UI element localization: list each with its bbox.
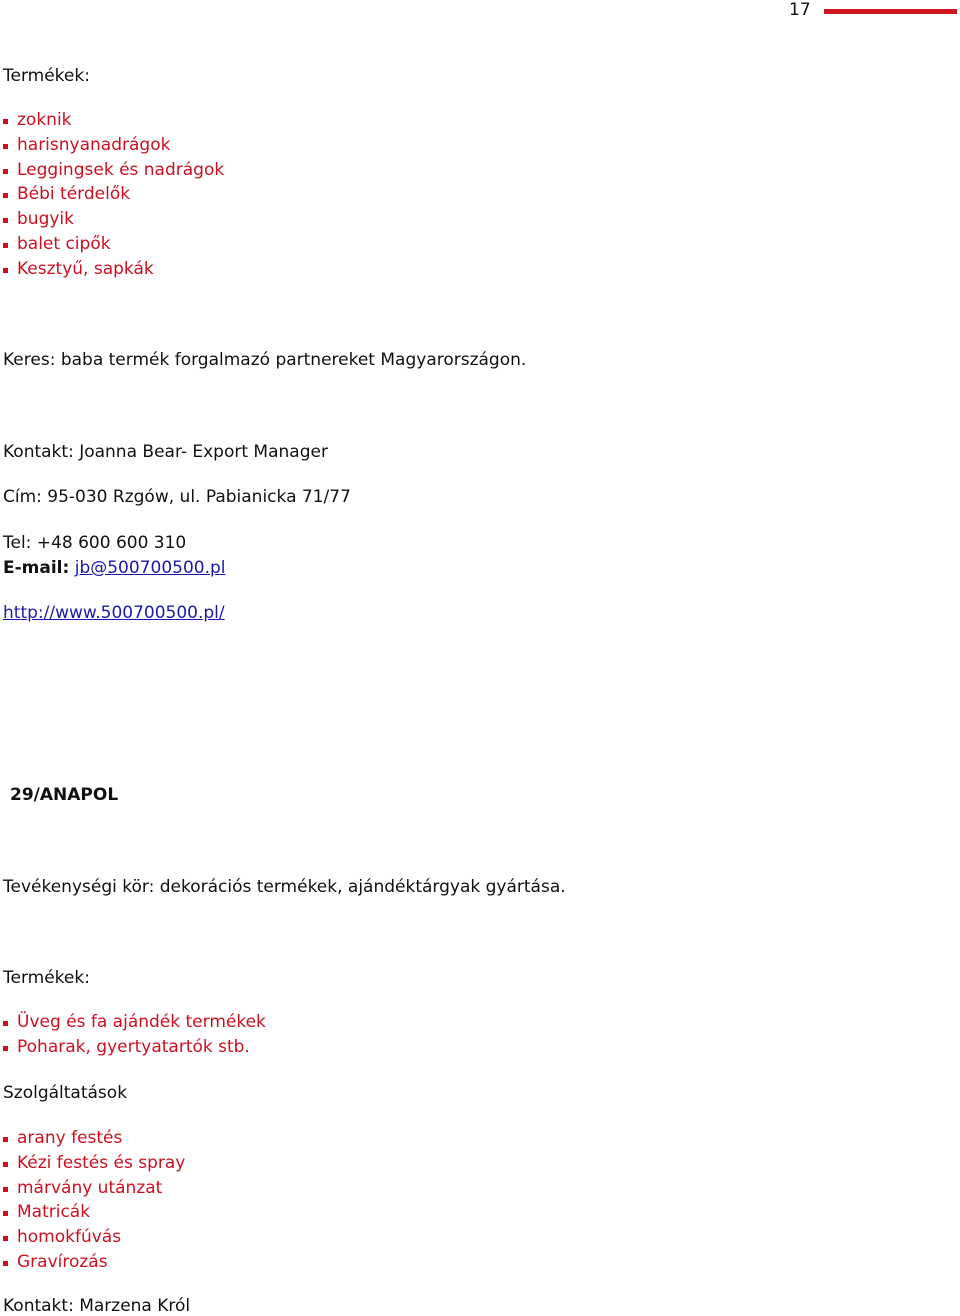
list-item bbox=[3, 1202, 185, 1227]
header-accent-bar bbox=[824, 9, 957, 14]
company-code-heading: 29/ANAPOL bbox=[10, 785, 119, 805]
bullet-icon bbox=[3, 243, 8, 248]
list-item bbox=[3, 1012, 266, 1037]
list-item-text: homokfúvás bbox=[17, 1227, 122, 1248]
bullet-icon bbox=[3, 1261, 8, 1266]
website-link[interactable]: http://www.500700500.pl/ bbox=[3, 603, 225, 623]
list-item-text: Kesztyű, sapkák bbox=[17, 258, 154, 279]
list-item bbox=[3, 184, 224, 209]
bullet-icon bbox=[3, 1211, 8, 1216]
list-item bbox=[3, 1037, 266, 1062]
list-item bbox=[3, 110, 224, 135]
list-item bbox=[3, 1128, 185, 1153]
list-item-text: bugyik bbox=[17, 209, 74, 230]
list-item bbox=[3, 1252, 185, 1277]
address-text: Cím: 95-030 Rzgów, ul. Pabianicka 71/77 bbox=[3, 487, 351, 507]
bullet-icon bbox=[3, 1046, 8, 1051]
bullet-icon bbox=[3, 1187, 8, 1192]
bullet-icon bbox=[3, 144, 8, 149]
list-item bbox=[3, 1178, 185, 1203]
bullet-icon bbox=[3, 268, 8, 273]
list-item-text: Poharak, gyertyatartók stb. bbox=[17, 1036, 250, 1057]
bullet-icon bbox=[3, 193, 8, 198]
list-item-text: Bébi térdelők bbox=[17, 184, 131, 205]
activity-text: Tevékenységi kör: dekorációs termékek, ajándéktárgyak gyártása. bbox=[3, 877, 566, 897]
products-label: Termékek: bbox=[3, 66, 90, 86]
list-item bbox=[3, 160, 224, 185]
list-item-text: arany festés bbox=[17, 1128, 123, 1148]
bullet-icon bbox=[3, 119, 8, 124]
list-item-text: márvány utánzat bbox=[17, 1177, 163, 1198]
bullet-icon bbox=[3, 169, 8, 174]
list-item-text: Leggingsek és nadrágok bbox=[17, 159, 225, 180]
list-item bbox=[3, 1227, 185, 1252]
list-item-text: balet cipők bbox=[17, 233, 111, 254]
bullet-icon bbox=[3, 1021, 8, 1026]
list-item-text: Matricák bbox=[17, 1202, 91, 1223]
list-item bbox=[3, 135, 224, 160]
email-label: E-mail: bbox=[3, 558, 70, 578]
services-label: Szolgáltatások bbox=[3, 1083, 128, 1103]
bullet-icon bbox=[3, 1162, 8, 1167]
list-item-text: Kézi festés és spray bbox=[17, 1152, 186, 1173]
bullet-icon bbox=[3, 218, 8, 223]
list-item bbox=[3, 259, 224, 284]
list-item bbox=[3, 1153, 185, 1178]
list-item-text: harisnyanadrágok bbox=[17, 134, 171, 155]
products-list bbox=[3, 110, 224, 284]
list-item bbox=[3, 234, 224, 259]
phone-text: Tel: +48 600 600 310 bbox=[3, 533, 187, 553]
list-item bbox=[3, 209, 224, 234]
page-number: 17 bbox=[789, 0, 811, 20]
list-item-text: Üveg és fa ajándék termékek bbox=[17, 1012, 266, 1032]
search-text: Keres: baba termék forgalmazó partnereket Magyarországon. bbox=[3, 350, 527, 370]
services-list bbox=[3, 1128, 185, 1277]
bullet-icon bbox=[3, 1236, 8, 1241]
bullet-icon bbox=[3, 1137, 8, 1142]
products-label-2: Termékek: bbox=[3, 968, 90, 988]
contact-text-2: Kontakt: Marzena Król bbox=[3, 1296, 191, 1316]
contact-text: Kontakt: Joanna Bear- Export Manager bbox=[3, 442, 328, 462]
website-row bbox=[3, 603, 225, 623]
list-item-text: zoknik bbox=[17, 110, 72, 130]
products-list-2 bbox=[3, 1012, 266, 1062]
list-item-text: Gravírozás bbox=[17, 1251, 108, 1272]
email-link[interactable]: jb@500700500.pl bbox=[74, 558, 226, 578]
email-row bbox=[3, 558, 226, 578]
